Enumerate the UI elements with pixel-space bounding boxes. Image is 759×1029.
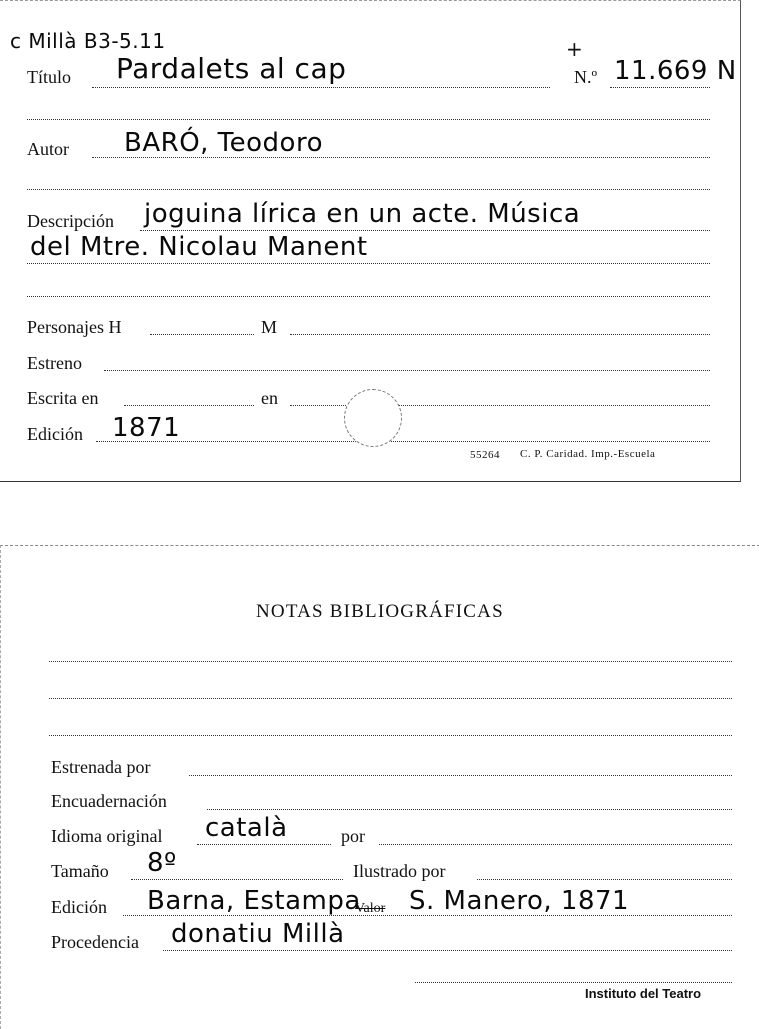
escrita-label: Escrita en [27,388,99,408]
personajes-m-line [290,334,710,335]
escrita-en2-label: en [261,388,278,408]
descripcion-line-2 [27,263,710,264]
edicion-line [96,441,710,442]
titulo-value: Pardalets al cap [116,52,347,85]
encuadernacion-line [207,809,732,810]
descripcion-line-1 [140,230,710,231]
numero-label: N.º [574,67,598,87]
titulo-label: Título [27,67,71,87]
edicion-value: 1871 [112,413,181,443]
encuadernacion-label: Encuadernación [51,791,167,811]
notes-line-1 [49,661,732,662]
ilustrado-label: Ilustrado por [353,861,446,881]
descripcion-value-1: joguina lírica en un acte. Música [144,199,581,229]
corner-note: c Millà B3-5.11 [10,29,166,53]
cross-mark: + [566,37,583,61]
tamano-label: Tamaño [51,861,109,881]
notes-line-3 [49,735,732,736]
idioma-line [197,844,331,845]
titulo-line [92,87,550,88]
tamano-line [131,879,343,880]
punch-hole [344,389,402,447]
edicion-label: Edición [27,424,83,444]
blank-line-3 [27,296,710,297]
descripcion-label: Descripción [27,211,114,231]
personajes-h-line [150,334,254,335]
personajes-label: Personajes H [27,317,122,337]
notes-line-2 [49,698,732,699]
printer-name: C. P. Caridad. Imp.-Escuela [520,448,656,460]
catalog-card-back [0,545,759,1029]
procedencia-line [163,950,732,951]
blank-line-1 [27,119,710,120]
numero-line [610,87,710,88]
personajes-m-label: M [261,317,278,337]
notas-heading: NOTAS BIBLIOGRÁFICAS [256,601,504,622]
escrita-line [124,405,254,406]
edicion-back-value-1: Barna, Estampa [147,886,361,916]
blank-line-2 [27,189,710,190]
idioma-value: català [205,813,288,843]
idioma-label: Idioma original [51,826,163,846]
ilustrado-line [477,879,732,880]
estrenada-label: Estrenada por [51,757,151,777]
procedencia-label: Procedencia [51,932,139,952]
edicion-back-label: Edición [51,897,107,917]
estrenada-line [189,775,732,776]
idioma-por-label: por [341,826,365,846]
printer-number: 55264 [470,449,500,461]
institution-footer: Instituto del Teatro [585,986,702,1001]
edicion-valor-print: Valor [355,901,386,916]
numero-value: 11.669 N [614,56,737,86]
autor-label: Autor [27,139,69,159]
estreno-line [104,370,710,371]
edicion-back-value-2: S. Manero, 1871 [409,886,630,916]
procedencia-line-2 [415,982,732,983]
procedencia-value: donatiu Millà [171,919,345,949]
estreno-label: Estreno [27,353,82,373]
descripcion-value-2: del Mtre. Nicolau Manent [30,232,368,262]
tamano-value: 8º [147,848,177,878]
catalog-card-front [0,0,741,482]
autor-value: BARÓ, Teodoro [124,128,323,158]
idioma-por-line [379,844,732,845]
